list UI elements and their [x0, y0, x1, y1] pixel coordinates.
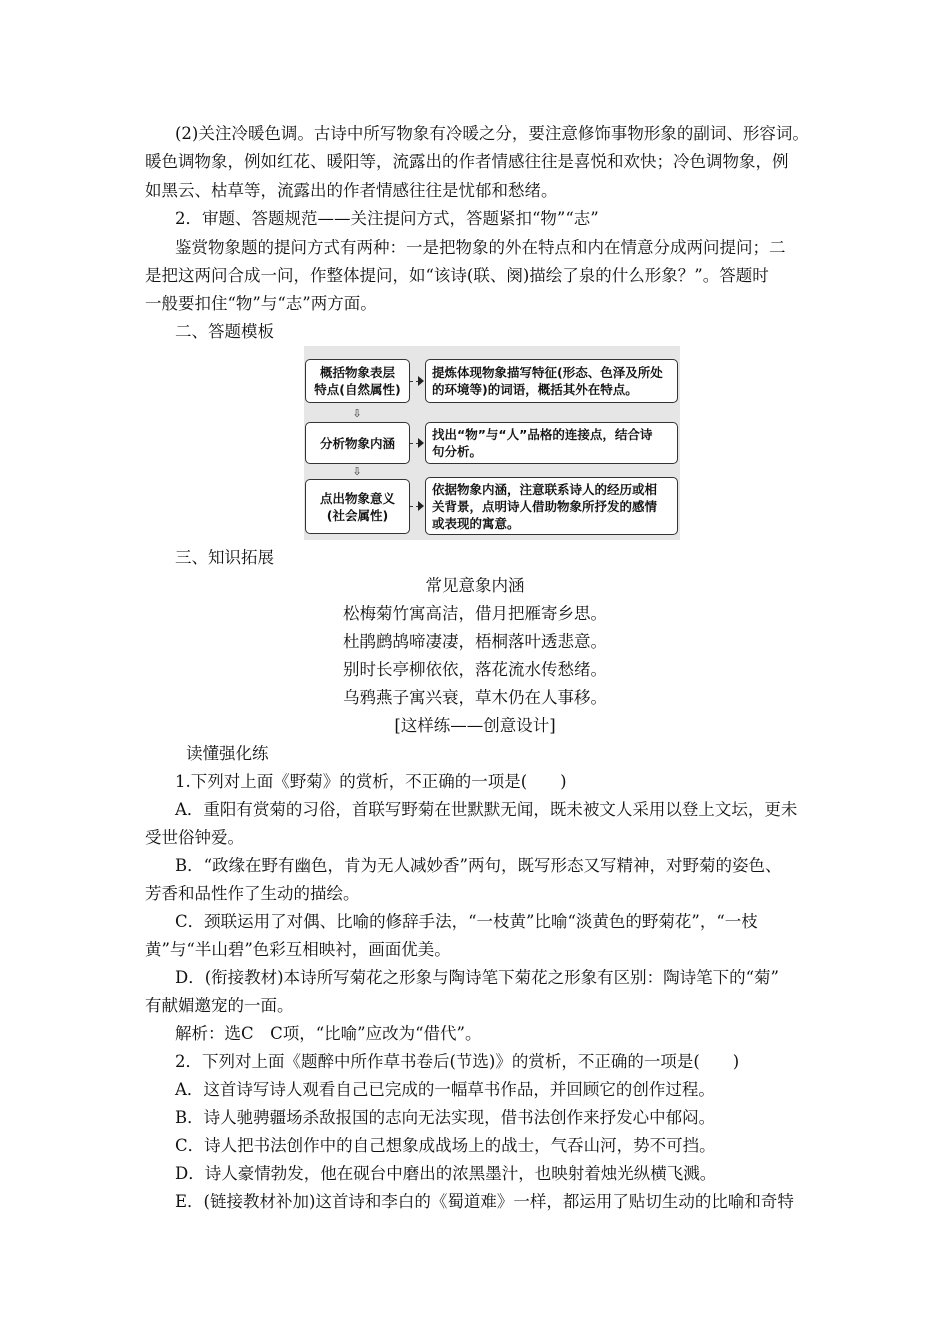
option-text: D．(衔接教材)本诗所写菊花之形象与陶诗笔下菊花之形象有区别：陶诗笔下的“菊” [175, 968, 779, 987]
step-1-description: 提炼体现物象描写特征(形态、色泽及所处 的环境等)的词语，概括其外在特点。 [425, 359, 678, 403]
option-text: 受世俗钟爱。 [145, 828, 244, 847]
poem-line: 乌鸦燕子寓兴衰，草木仍在人事移。 [343, 688, 607, 707]
option-text: B．“政缘在野有幽色，肯为无人减妙香”两句，既写形态又写精神，对野菊的姿色、 [175, 856, 782, 875]
option-text: B．诗人驰骋疆场杀敌报国的志向无法实现，借书法创作来抒发心中郁闷。 [175, 1108, 716, 1127]
arrow-right-icon [418, 376, 424, 386]
option-text: A．重阳有赏菊的习俗，首联写野菊在世默默无闻，既未被文人采用以登上文坛，更未 [175, 800, 798, 819]
section-heading: 二、答题模板 [175, 322, 274, 341]
paragraph-line: 是把这两问合成一问，作整体提问，如“该诗(联、阕)描绘了泉的什么形象？”。答题时 [145, 266, 769, 285]
paragraph-line: (2)关注冷暖色调。古诗中所写物象有冷暖之分，要注意修饰事物形象的副词、形容词。 [175, 124, 809, 143]
step-2-description: 找出“物”与“人”品格的连接点，结合诗 句分析。 [425, 422, 678, 464]
question-2: 2．下列对上面《题醉中所作草书卷后(节选)》的赏析，不正确的一项是( ) [175, 1052, 740, 1071]
step-3-description: 依据物象内涵，注意联系诗人的经历或相 关背景，点明诗人借助物象所抒发的感情 或表现的寓意。 [425, 477, 678, 535]
paragraph-line: 鉴赏物象题的提问方式有两种：一是把物象的外在特点和内在情意分成两问提问；二 [175, 238, 786, 257]
arrow-right-icon [418, 501, 424, 511]
practice-title: [这样练——创意设计] [394, 716, 556, 735]
poem-line: 杜鹃鹧鸪啼凄凄，梧桐落叶透悲意。 [343, 632, 607, 651]
poem-line: 松梅菊竹寓高洁，借月把雁寄乡思。 [343, 604, 607, 623]
option-text: E．(链接教材补加)这首诗和李白的《蜀道难》一样，都运用了贴切生动的比喻和奇特 [175, 1192, 794, 1211]
paragraph-line: 一般要扣住“物”与“志”两方面。 [145, 294, 377, 313]
arrow-down-icon: ⇩ [352, 407, 362, 420]
option-text: C．诗人把书法创作中的自己想象成战场上的战士，气吞山河，势不可挡。 [175, 1136, 716, 1155]
step-2-label: 分析物象内涵 [305, 422, 410, 464]
step-1-label: 概括物象表层 特点(自然属性) [305, 359, 410, 403]
section-heading: 三、知识拓展 [175, 548, 274, 567]
answer-explanation: 解析：选C C项，“比喻”应改为“借代”。 [175, 1024, 482, 1043]
option-text: 有献媚邀宠的一面。 [145, 996, 294, 1015]
option-text: C．颈联运用了对偶、比喻的修辞手法，“一枝黄”比喻“淡黄色的野菊花”，“一枝 [175, 912, 758, 931]
poem-line: 别时长亭柳依依，落花流水传愁绪。 [343, 660, 607, 679]
option-text: 黄”与“半山碧”色彩互相映衬，画面优美。 [145, 940, 451, 959]
question-1: 1.下列对上面《野菊》的赏析，不正确的一项是( ) [175, 772, 567, 791]
arrow-right-icon [418, 438, 424, 448]
option-text: 芳香和品性作了生动的描绘。 [145, 884, 360, 903]
answer-template-diagram [304, 346, 680, 540]
step-3-label: 点出物象意义 (社会属性) [305, 479, 410, 534]
paragraph-line: 暖色调物象，例如红花、暖阳等，流露出的作者情感往往是喜悦和欢快；冷色调物象，例 [145, 152, 789, 171]
poem-title: 常见意象内涵 [425, 576, 525, 595]
option-text: D．诗人豪情勃发，他在砚台中磨出的浓黑墨汁，也映射着烛光纵横飞溅。 [175, 1164, 717, 1183]
paragraph-line: 如黑云、枯草等，流露出的作者情感往往是忧郁和愁绪。 [145, 181, 558, 200]
option-text: A．这首诗写诗人观看自己已完成的一幅草书作品，并回顾它的创作过程。 [175, 1080, 715, 1099]
arrow-down-icon: ⇩ [352, 465, 362, 478]
subheading: 2．审题、答题规范——关注提问方式，答题紧扣“物”“志” [175, 209, 599, 228]
exercise-title: 读懂强化练 [186, 744, 269, 763]
